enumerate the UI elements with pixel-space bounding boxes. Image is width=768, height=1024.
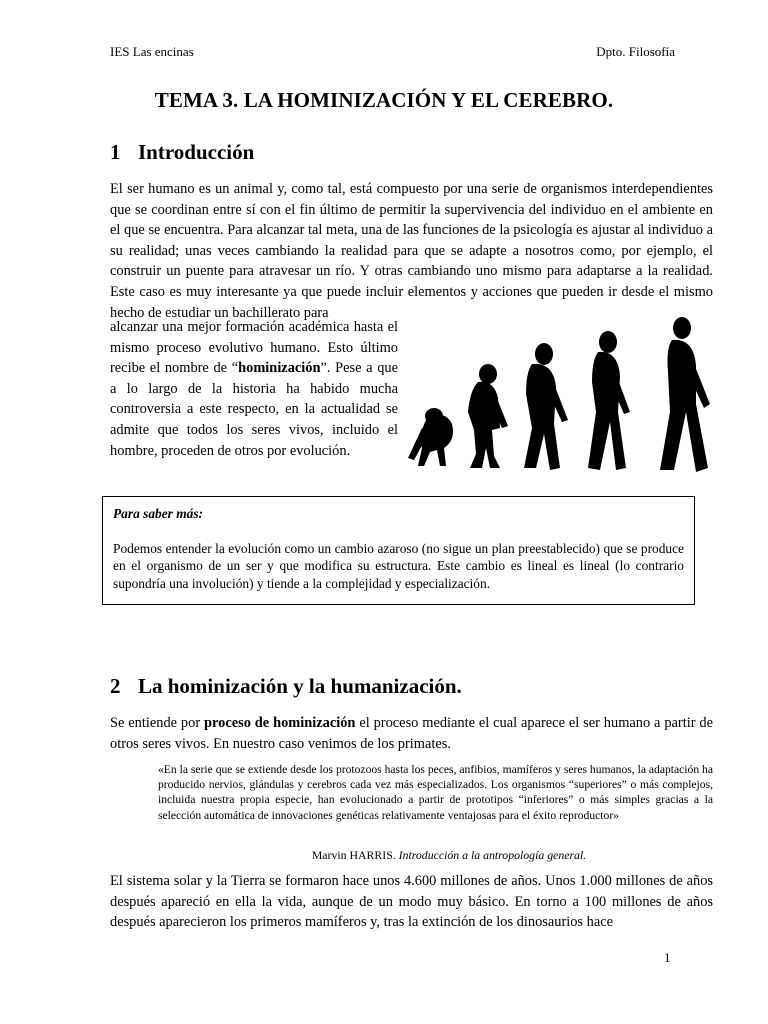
harris-quote: «En la serie que se extiende desde los protozoos hasta los peces, anfibios, mamíferos y seres humanos, la adaptación ha producido nervios, glándulas y cerebros cada vez más especializados. Los organismos “superiores” o más complejos, incluida nuestra propia especie, han evolucionado a partir de prototipos “inferiores” o más simples gracias a la selección automática de innovaciones genéticas relativamente ventajosas para el éxito reproductor» — [158, 763, 713, 822]
section-2-title: La hominización y la humanización. — [138, 674, 462, 698]
quote-citation: Marvin HARRIS. Introducción a la antropología general. — [311, 848, 587, 862]
cited-work: Introducción a la antropología general. — [398, 848, 587, 862]
section-2-number: 2 — [110, 674, 121, 698]
evolution-silhouettes-icon — [404, 308, 716, 478]
section-2-heading — [110, 674, 462, 699]
document-title: TEMA 3. LA HOMINIZACIÓN Y EL CEREBRO. — [154, 88, 614, 112]
para-saber-mas-box — [102, 496, 695, 605]
hominization-term: proceso de hominización — [204, 715, 356, 731]
section-1-title: Introducción — [138, 140, 255, 164]
hominization-definition: Se entiende por proceso de hominización el proceso mediante el cual aparece el ser humano a partir de otros seres vivos. En nuestro caso venimos de los primates. — [110, 715, 713, 752]
intro-paragraph: El ser humano es un animal y, como tal, está compuesto por una serie de organismos interdependientes que se coordinan entre sí con el fin último de permitir la supervivencia del individuo en el ambiente en el que se encuentra. Para alcanzar tal meta, una de las funciones de la psicología es ajustar al individuo a su realidad; unas veces cambiando la realidad para que se adapte a nosotros como, por ejemplo, el construir un puente para atravesar un río. Y otras cambiando uno mismo para adaptarse a la realidad. Este caso es muy interesante ya que puede incluir elementos y acciones que pueden ir desde el mismo hecho de estudiar un bachillerato para — [110, 181, 713, 321]
header-department: Dpto. Filosofía — [596, 44, 675, 59]
box-title: Para saber más: — [113, 506, 204, 521]
solar-system-paragraph: El sistema solar y la Tierra se formaron hace unos 4.600 millones de años. Unos 1.000 millones de años después apareció en ella la vida, aunque de un modo muy básico. En torno a 100 millones de años después aparecieron los primeros mamíferos y, tras la extinción de los dinosaurios hace — [110, 873, 713, 931]
section-1-number: 1 — [110, 140, 121, 164]
page-header — [110, 44, 675, 60]
intro-paragraph-continued: alcanzar una mejor formación académica hasta el mismo proceso evolutivo humano. Esto último recibe el nombre de “hominización”. Pese a que a lo largo de la historia ha habido mucha controversia a este respecto, en la actualidad se admite que todos los seres vivos, incluido el hombre, proceden de otros por evolución. — [110, 319, 398, 459]
section-1-heading — [110, 140, 254, 165]
header-school: IES Las encinas — [110, 44, 194, 59]
hominizacion-term: hominización — [238, 360, 321, 377]
page-number: 1 — [664, 950, 671, 965]
box-text: Podemos entender la evolución como un cambio azaroso (no sigue un plan preestablecido) que se produce en el organismo de un ser y que modifica su estructura. Este cambio es lineal es lineal (lo contrario supondría una involución) y tiende a la complejidad y especialización. — [113, 540, 684, 591]
